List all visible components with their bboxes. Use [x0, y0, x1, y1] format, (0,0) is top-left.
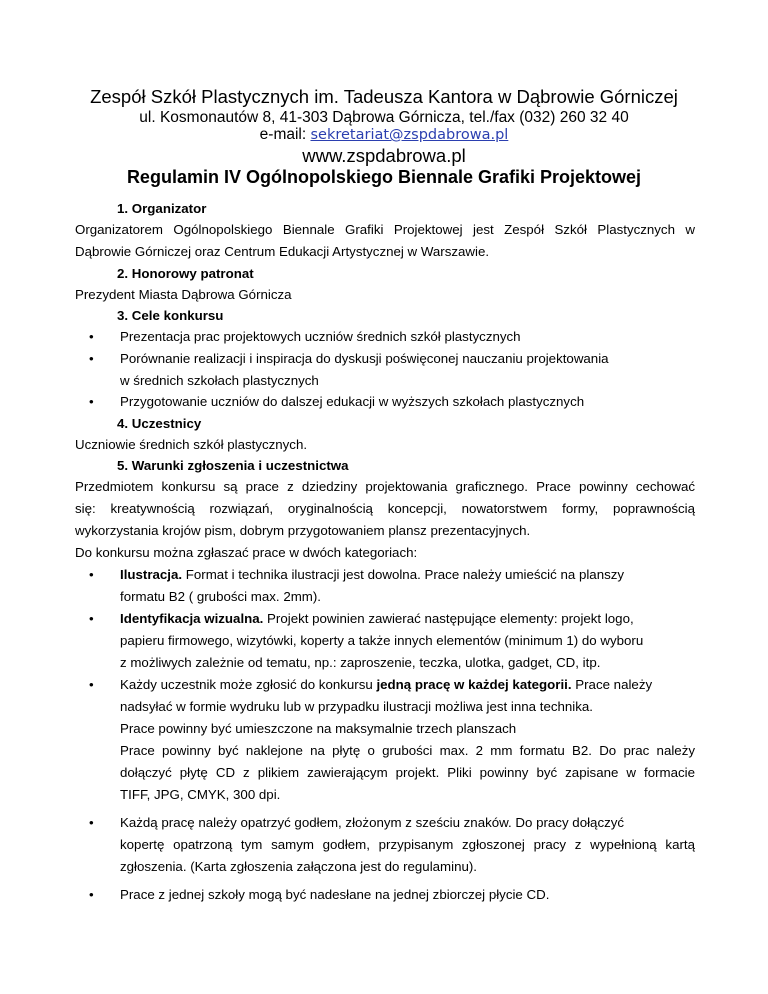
section-5-intro-line-3: wykorzystania krojów pism, dobrym przygotowaniem plansz prezentacyjnych. — [75, 523, 531, 538]
section-4-heading: 4. Uczestnicy — [117, 416, 202, 431]
section-2-text: Prezydent Miasta Dąbrowa Górnicza — [75, 287, 292, 302]
rule-emblem-line-2: kopertę opatrzoną tym samym godłem, przypisanym zgłoszonej pracy z wypełnioną kartą — [120, 837, 695, 852]
section-5-heading: 5. Warunki zgłoszenia i uczestnictwa — [117, 458, 349, 473]
section-2-heading: 2. Honorowy patronat — [117, 266, 254, 281]
goal-item-3-text: Przygotowanie uczniów do dalszej edukacji w wyższych szkołach plastycznych — [120, 394, 585, 409]
section-5-intro-line-1: Przedmiotem konkursu są prace z dziedziny projektowania graficznego. Prace powinny cechować — [75, 479, 695, 494]
document-title: Regulamin IV Ogólnopolskiego Biennale Grafiki Projektowej — [126, 167, 642, 187]
email-label: e-mail: — [259, 126, 311, 143]
section-1-line-2: Dąbrowie Górniczej oraz Centrum Edukacji Artystycznej w Warszawie. — [75, 244, 490, 259]
bullet-icon: • — [89, 567, 94, 582]
section-4-text: Uczniowie średnich szkół plastycznych. — [75, 437, 308, 452]
rule-one-work-bold: jedną pracę w każdej kategorii. — [376, 677, 572, 692]
identyfikacja-continued-1: papieru firmowego, wizytówki, koperty a także innych elementów (minimum 1) do wyboru — [120, 633, 644, 648]
rule-emblem-text: Każdą pracę należy opatrzyć godłem, złożonym z sześciu znaków. Do pracy dołączyć — [120, 815, 625, 830]
rule-one-work-line-6: TIFF, JPG, CMYK, 300 dpi. — [120, 787, 281, 802]
ilustracja-continued: formatu B2 ( grubości max. 2mm). — [120, 589, 321, 604]
rule-emblem — [75, 812, 695, 834]
rule-one-work-pre: Każdy uczestnik może zgłosić do konkursu — [120, 677, 377, 692]
goal-item-2-continued: w średnich szkołach plastycznych — [120, 373, 319, 388]
goal-item-1-text: Prezentacja prac projektowych uczniów średnich szkół plastycznych — [120, 329, 521, 344]
identyfikacja-label: Identyfikacja wizualna. — [120, 611, 264, 626]
website: www.zspdabrowa.pl — [302, 145, 466, 166]
section-5-intro-line-2: się: kreatywnością rozwiązań, oryginalnością koncepcji, nowatorstwem formy, poprawnością — [75, 501, 695, 516]
category-identyfikacja — [75, 608, 695, 630]
rule-one-work-post: Prace należy — [571, 677, 653, 692]
goal-item-2 — [75, 348, 695, 370]
document-body — [75, 198, 695, 906]
bullet-icon: • — [89, 611, 94, 626]
bullet-icon: • — [89, 329, 94, 344]
identyfikacja-continued-2: z możliwych zależnie od tematu, np.: zaproszenie, teczka, ulotka, gadget, CD, itp. — [120, 655, 601, 670]
bullet-icon: • — [89, 351, 94, 366]
school-address: ul. Kosmonautów 8, 41-303 Dąbrowa Górnicza, tel./fax (032) 260 32 40 — [139, 109, 629, 126]
goal-item-2-text: Porównanie realizacji i inspiracja do dyskusji poświęconej nauczaniu projektowania — [120, 351, 609, 366]
rule-one-work — [75, 674, 695, 696]
rule-one-work-line-3: Prace powinny być umieszczone na maksymalnie trzech planszach — [120, 721, 517, 736]
rule-cd — [75, 884, 695, 906]
rule-one-work-line-2: nadsyłać w formie wydruku lub w przypadku ilustracji możliwa jest inna technika. — [120, 699, 593, 714]
ilustracja-text: Format i technika ilustracji jest dowolna. Prace należy umieścić na planszy — [182, 567, 625, 582]
section-1-line-1: Organizatorem Ogólnopolskiego Biennale Grafiki Projektowej jest Zespół Szkół Plastycznych w — [75, 222, 695, 237]
rule-one-work-line-4: Prace powinny być naklejone na płytę o grubości max. 2 mm formatu B2. Do prac należy — [120, 743, 695, 758]
goal-item-1 — [75, 326, 695, 348]
ilustracja-label: Ilustracja. — [120, 567, 183, 582]
goal-item-3 — [75, 391, 695, 413]
rule-emblem-line-3: zgłoszenia. (Karta zgłoszenia załączona jest do regulaminu). — [120, 859, 477, 874]
categories-intro: Do konkursu można zgłaszać prace w dwóch kategoriach: — [75, 545, 418, 560]
section-3-heading: 3. Cele konkursu — [117, 308, 224, 323]
school-name: Zespół Szkół Plastycznych im. Tadeusza Kantora w Dąbrowie Górniczej — [90, 86, 678, 107]
email-line — [0, 126, 768, 144]
rule-cd-text: Prace z jednej szkoły mogą być nadesłane na jednej zbiorczej płycie CD. — [120, 887, 550, 902]
bullet-icon: • — [89, 887, 94, 902]
rule-one-work-line-5: dołączyć płytę CD z plikiem zawierającym projekt. Pliki powinny być zapisane w formacie — [120, 765, 695, 780]
bullet-icon: • — [89, 677, 94, 692]
category-ilustracja — [75, 564, 695, 586]
bullet-icon: • — [89, 815, 94, 830]
bullet-icon: • — [89, 394, 94, 409]
email-link[interactable]: sekretariat@zspdabrowa.pl — [310, 127, 509, 143]
section-1-heading: 1. Organizator — [117, 201, 207, 216]
identyfikacja-text: Projekt powinien zawierać następujące elementy: projekt logo, — [263, 611, 634, 626]
